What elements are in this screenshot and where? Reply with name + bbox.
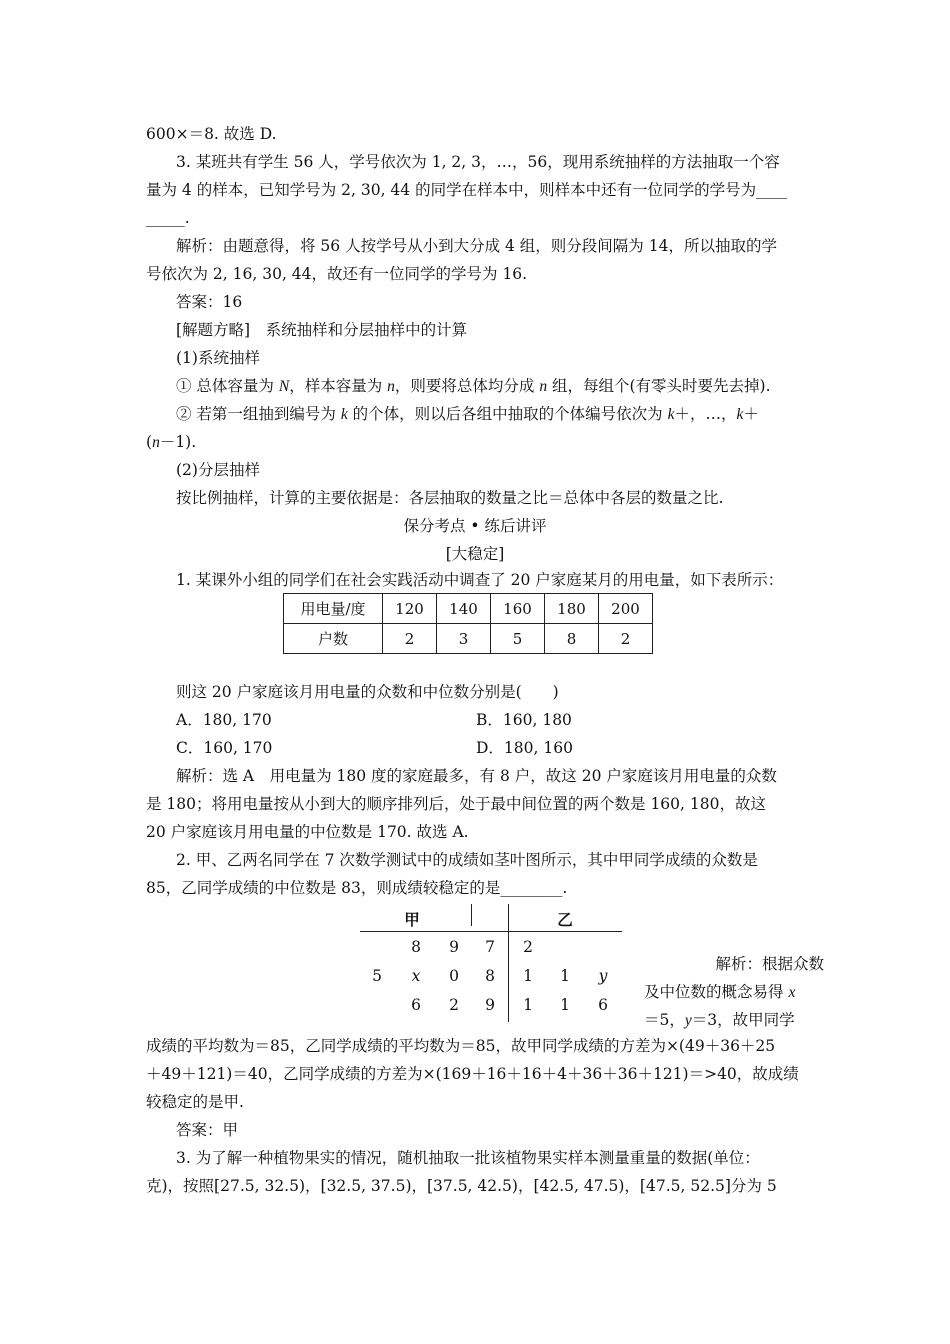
leaf-cell: y <box>598 967 608 985</box>
table-cell: 160 <box>491 594 545 624</box>
text-line: 按比例抽样，计算的主要依据是：各层抽取的数量之比＝总体中各层的数量之比. <box>176 489 724 507</box>
section-subtitle: [大稳定] <box>445 545 505 563</box>
solution-line: 号依次为 2, 16, 30, 44，故还有一位同学的学号为 16. <box>146 265 528 283</box>
leaf-cell: 1 <box>523 967 533 985</box>
option-b: B．160, 180 <box>476 711 572 729</box>
leaf-cell: 0 <box>449 967 459 985</box>
solution-line: ＋49＋121)＝40，乙同学成绩的方差为×(169＋16＋16＋4＋36＋36＋121)＝>40，故成绩 <box>146 1065 799 1083</box>
usage-table <box>283 593 653 654</box>
leaf-cell: x <box>411 967 421 985</box>
option-d: D．180, 160 <box>476 739 573 757</box>
question-3-stem: 3. 某班共有学生 56 人，学号依次为 1, 2, 3，…，56，现用系统抽样的方法抽取一个容 <box>176 153 780 171</box>
answer-line: 答案：甲 <box>176 1121 239 1139</box>
option-c: C．160, 170 <box>176 739 273 757</box>
leaf-cell: 1 <box>560 996 570 1014</box>
stem-leaf-plot <box>360 904 622 1022</box>
plot-divider <box>508 904 509 1022</box>
table-cell: 8 <box>545 624 599 654</box>
plot-divider <box>471 904 472 926</box>
subheading: (1)系统抽样 <box>176 349 260 367</box>
table-cell: 200 <box>599 594 653 624</box>
text-line: 克)，按照[27.5, 32.5)，[32.5, 37.5)，[37.5, 42.5)，[42.5, 47.5)，[47.5, 52.5]分为 5 <box>146 1177 777 1195</box>
leaf-cell: 6 <box>598 996 608 1014</box>
leaf-cell: 6 <box>411 996 421 1014</box>
solution-line: 20 户家庭该月用电量的中位数是 170. 故选 A. <box>146 823 469 841</box>
side-text: 及中位数的概念易得 x <box>644 983 796 1001</box>
solution-line: 解析：由题意得，将 56 人按学号从小到大分成 4 组，则分段间隔为 14，所以抽取的学 <box>176 237 777 255</box>
question-2-stem: 2. 甲、乙两名同学在 7 次数学测试中的成绩如茎叶图所示，其中甲同学成绩的众数是 <box>176 851 758 869</box>
table-cell: 140 <box>437 594 491 624</box>
question-3b-stem: 3. 为了解一种植物果实的情况，随机抽取一批该植物果实样本测量重量的数据(单位： <box>176 1149 760 1167</box>
solution-line: 较稳定的是甲. <box>146 1093 244 1111</box>
leaf-cell: 9 <box>449 938 459 956</box>
text-line: 85，乙同学成绩的中位数是 83，则成绩较稳定的是________. <box>146 879 568 897</box>
text-line: 量为 4 的样本，已知学号为 2, 30, 44 的同学在样本中，则样本中还有一位同学的学号为____ <box>146 181 788 199</box>
method-heading: [解题方略] 系统抽样和分层抽样中的计算 <box>176 321 468 339</box>
table-cell: 2 <box>599 624 653 654</box>
rule-line-1: ① 总体容量为 N，样本容量为 n，则要将总体均分成 n 组，每组个(有零头时要先去掉). <box>176 377 771 395</box>
table-row <box>284 624 653 654</box>
header-jia: 甲 <box>404 911 420 929</box>
leaf-cell: 2 <box>449 996 459 1014</box>
leaf-cell: 1 <box>523 996 533 1014</box>
table-row <box>284 594 653 624</box>
leaf-cell: 5 <box>372 967 382 985</box>
stem-cell: 9 <box>485 996 495 1014</box>
stem-cell: 8 <box>485 967 495 985</box>
section-title: 保分考点 • 练后讲评 <box>403 517 547 535</box>
table-cell: 用电量/度 <box>284 594 383 624</box>
answer-blank: _____. <box>146 209 190 227</box>
side-text: ＝5，y＝3，故甲同学 <box>644 1011 795 1029</box>
solution-line: 是 180；将用电量按从小到大的顺序排列后，处于最中间位置的两个数是 160, 180，故这 <box>146 795 766 813</box>
option-a: A．180, 170 <box>176 711 272 729</box>
rule-line-2: ② 若第一组抽到编号为 k 的个体，则以后各组中抽取的个体编号依次为 k＋，…，k＋ <box>176 405 759 423</box>
table-cell: 180 <box>545 594 599 624</box>
table-cell: 3 <box>437 624 491 654</box>
solution-line: 解析：选 A 用电量为 180 度的家庭最多，有 8 户，故这 20 户家庭该月用电量的众数 <box>176 767 777 785</box>
question-prompt: 则这 20 户家庭该月用电量的众数和中位数分别是( ) <box>176 683 559 701</box>
subheading: (2)分层抽样 <box>176 461 260 479</box>
table-cell: 120 <box>383 594 437 624</box>
text-line: 600×＝8. 故选 D. <box>146 125 277 143</box>
leaf-cell: 2 <box>523 938 533 956</box>
answer-line: 答案：16 <box>176 293 243 311</box>
rule-line-2-cont: (n－1). <box>146 433 197 451</box>
leaf-cell: 1 <box>560 967 570 985</box>
header-yi: 乙 <box>557 911 573 929</box>
table-cell: 5 <box>491 624 545 654</box>
leaf-cell: 8 <box>411 938 421 956</box>
question-1-stem: 1. 某课外小组的同学们在社会实践活动中调查了 20 户家庭某月的用电量，如下表所示： <box>176 571 784 589</box>
table-cell: 2 <box>383 624 437 654</box>
table-cell: 户数 <box>284 624 383 654</box>
plot-rule <box>360 931 622 932</box>
stem-cell: 7 <box>485 938 495 956</box>
solution-line: 成绩的平均数为＝85，乙同学成绩的平均数为＝85，故甲同学成绩的方差为×(49＋36＋25 <box>146 1037 776 1055</box>
side-text: 解析：根据众数 <box>715 955 824 973</box>
